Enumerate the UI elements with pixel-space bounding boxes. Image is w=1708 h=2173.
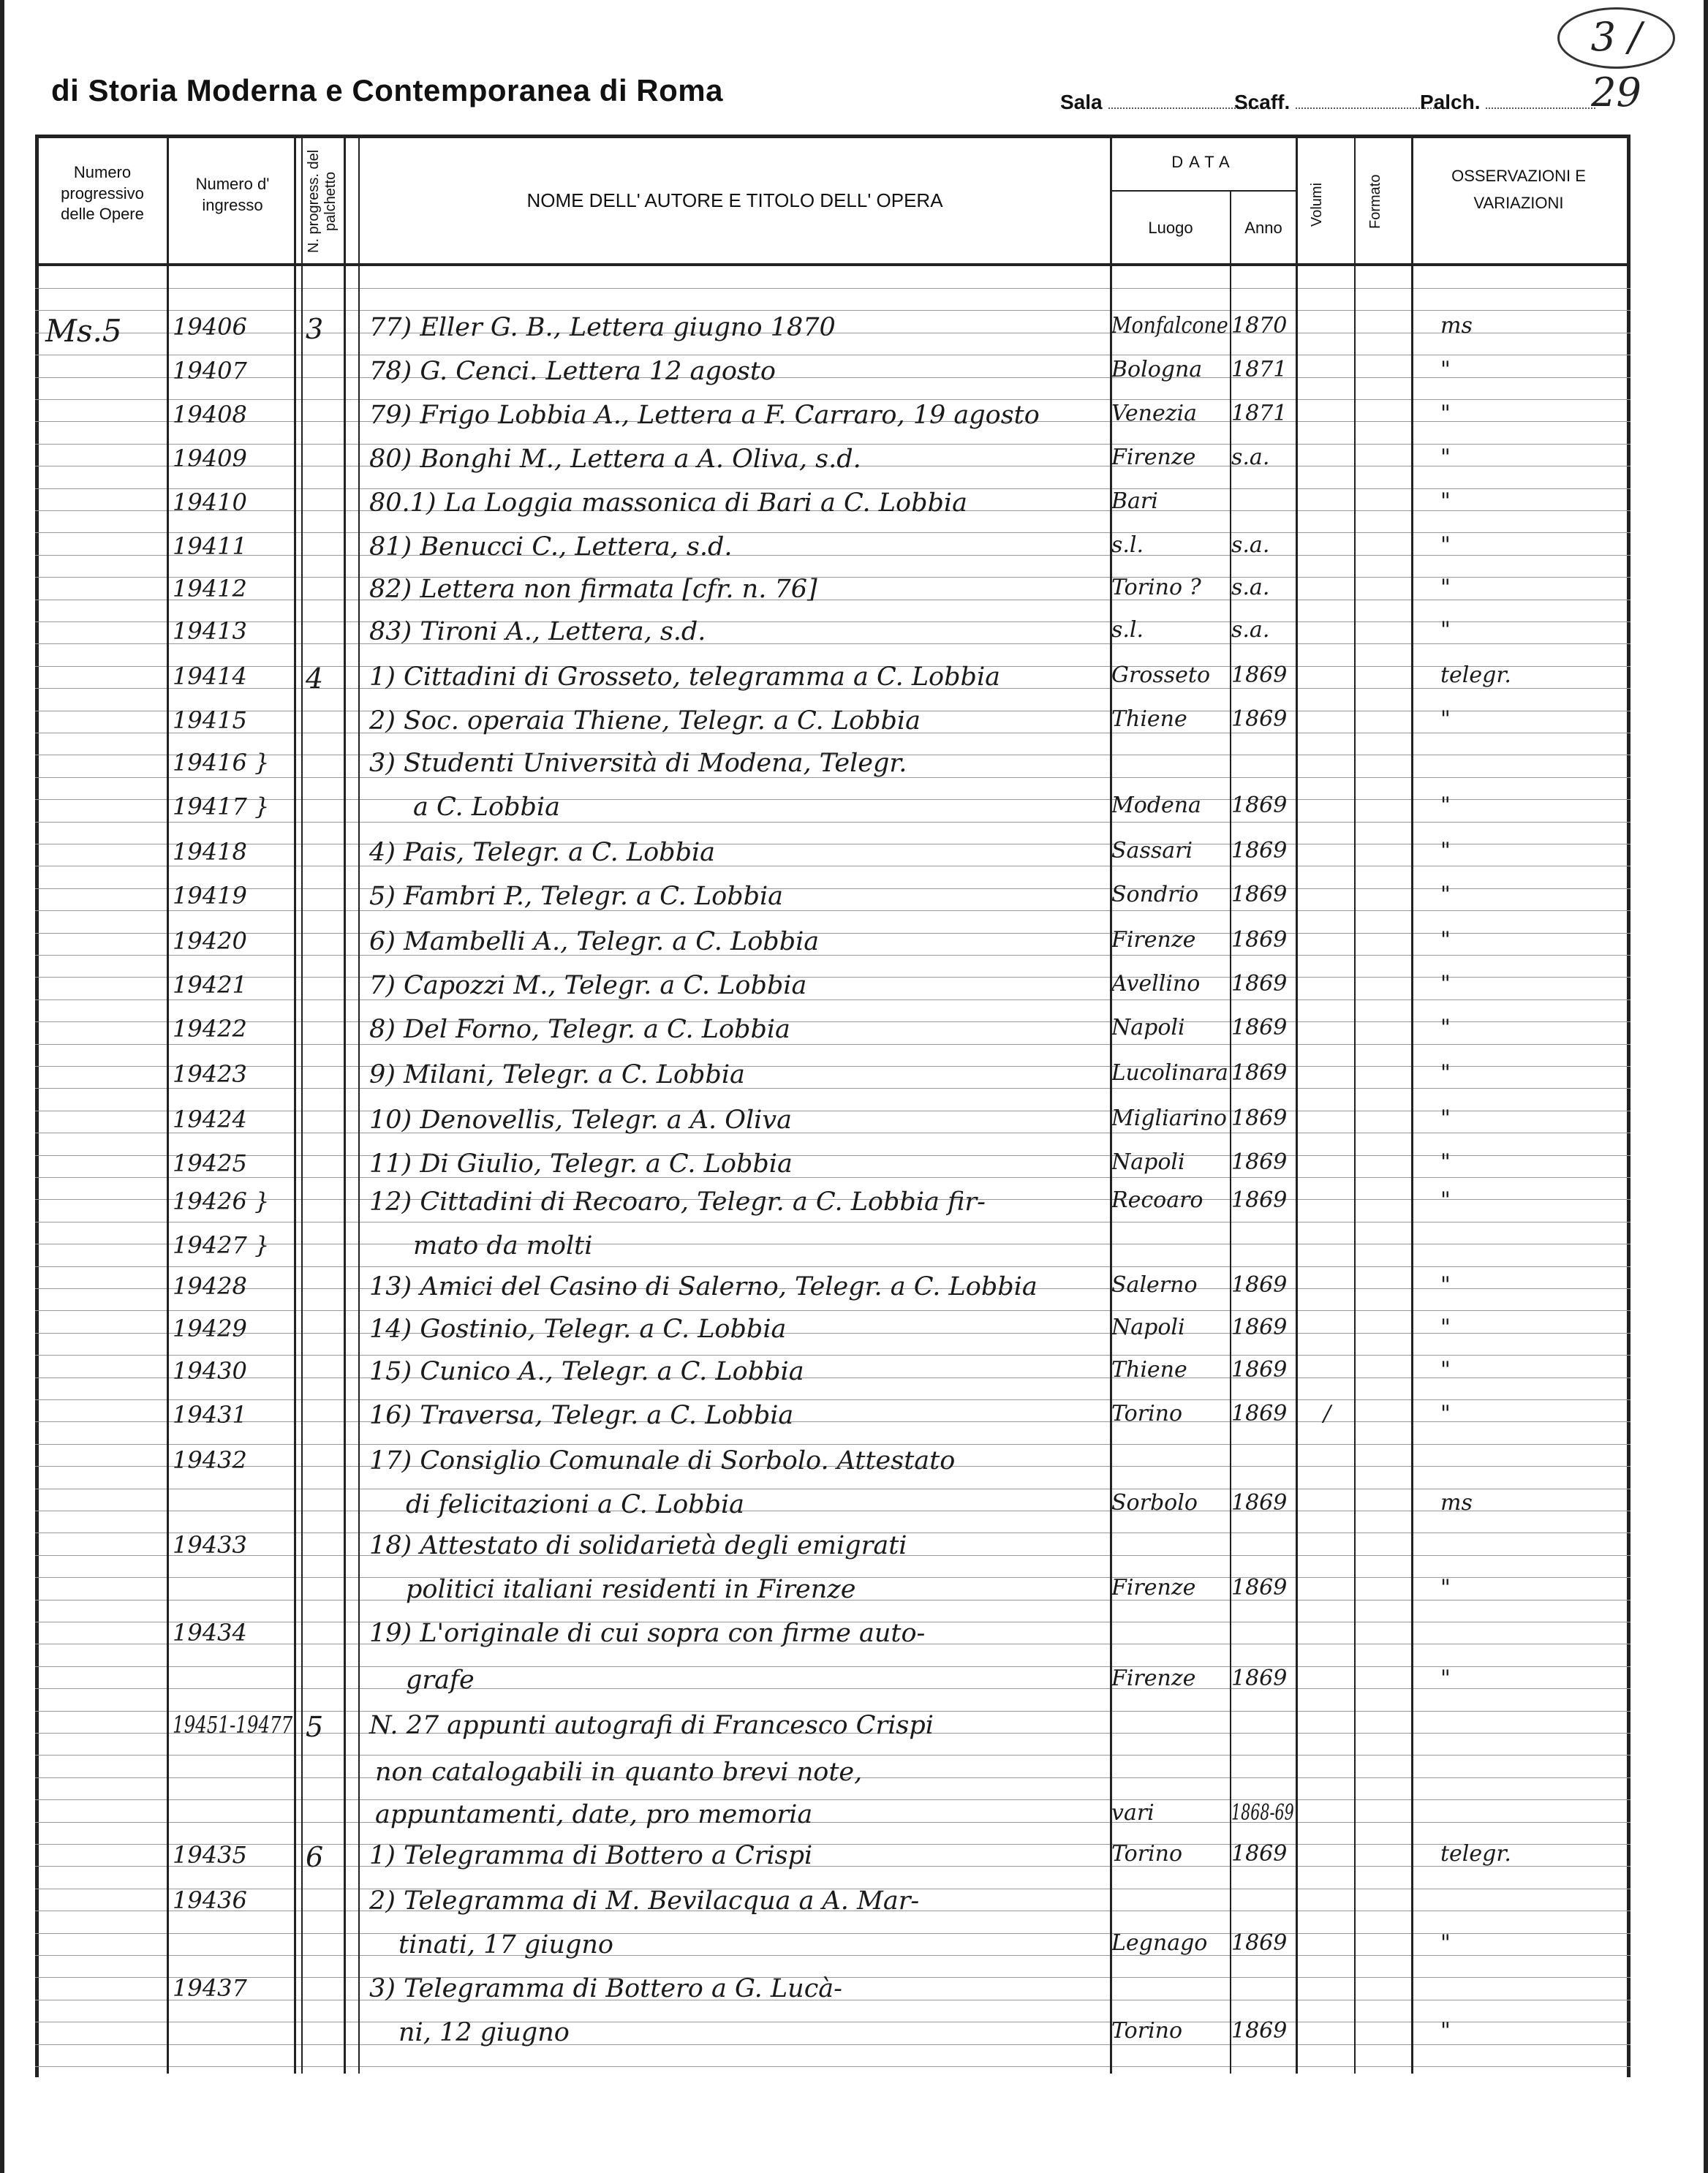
entry-oss: " bbox=[1440, 927, 1451, 953]
entry-opera: 1) Cittadini di Grosseto, telegramma a C. Lobbia bbox=[369, 662, 1001, 692]
entry-anno: s.a. bbox=[1231, 575, 1270, 600]
entry-opera: 9) Milani, Telegr. a C. Lobbia bbox=[369, 1060, 745, 1089]
scan-edge-right bbox=[1704, 0, 1708, 2173]
entry-luogo: Sassari bbox=[1111, 838, 1193, 863]
entry-ingresso: 19409 bbox=[173, 445, 247, 472]
entry-luogo: Torino ? bbox=[1111, 575, 1201, 600]
entry-opera: 80.1) La Loggia massonica di Bari a C. Lobbia bbox=[369, 488, 967, 518]
entry-opera: 78) G. Cenci. Lettera 12 agosto bbox=[369, 357, 776, 386]
entry-opera: 11) Di Giulio, Telegr. a C. Lobbia bbox=[369, 1149, 793, 1179]
entry-opera: 80) Bonghi M., Lettera a A. Oliva, s.d. bbox=[369, 445, 861, 474]
ruled-line bbox=[35, 977, 1630, 978]
entry-anno: 1870 bbox=[1231, 313, 1288, 339]
ruled-line bbox=[35, 1933, 1630, 1934]
ruled-line bbox=[35, 288, 1630, 289]
ruled-line bbox=[35, 1444, 1630, 1445]
entry-palch: 4 bbox=[306, 662, 324, 695]
entry-opera: 77) Eller G. B., Lettera giugno 1870 bbox=[369, 313, 836, 342]
ruled-line bbox=[35, 1355, 1630, 1356]
entry-oss: " bbox=[1440, 971, 1451, 997]
ruled-line bbox=[35, 399, 1630, 400]
entry-ingresso: 19412 bbox=[173, 575, 247, 602]
entry-ingresso: 19423 bbox=[173, 1060, 247, 1088]
entry-opera: 13) Amici del Casino di Salerno, Telegr. a C. Lobbia bbox=[369, 1272, 1038, 1301]
entry-anno: 1869 bbox=[1231, 1106, 1288, 1131]
ruled-line bbox=[35, 888, 1630, 889]
entry-luogo: Torino bbox=[1111, 1841, 1183, 1867]
ruled-line bbox=[35, 910, 1630, 911]
entry-luogo: Venezia bbox=[1111, 401, 1198, 426]
column-divider bbox=[1354, 135, 1356, 2074]
entry-opera: 12) Cittadini di Recoaro, Telegr. a C. Lobbia fir- bbox=[369, 1187, 986, 1217]
entry-ingresso: 19408 bbox=[173, 401, 247, 428]
entry-ingresso: 19415 bbox=[173, 706, 247, 734]
entry-anno: 1871 bbox=[1231, 357, 1288, 382]
entry-opera: grafe bbox=[406, 1666, 475, 1695]
entry-opera: 2) Telegramma di M. Bevilacqua a A. Mar- bbox=[369, 1886, 920, 1916]
entry-palch: 6 bbox=[306, 1841, 324, 1873]
ruled-line bbox=[35, 799, 1630, 800]
entry-anno: 1869 bbox=[1231, 1015, 1288, 1040]
ruled-line bbox=[35, 1066, 1630, 1067]
entry-ingresso: 19417 } bbox=[173, 793, 270, 820]
entry-luogo: s.l. bbox=[1111, 617, 1144, 643]
entry-opera: 14) Gostinio, Telegr. a C. Lobbia bbox=[369, 1315, 787, 1344]
entry-opera: ni, 12 giugno bbox=[398, 2018, 570, 2047]
entry-anno: 1869 bbox=[1231, 1666, 1288, 1691]
entry-luogo: Firenze bbox=[1111, 1575, 1196, 1601]
entry-luogo: Thiene bbox=[1111, 1357, 1187, 1383]
entry-ingresso: 19432 bbox=[173, 1446, 247, 1474]
entry-opera: 3) Telegramma di Bottero a G. Lucà- bbox=[369, 1974, 842, 2003]
ruled-line bbox=[35, 1421, 1630, 1422]
column-divider bbox=[358, 135, 360, 2074]
entry-oss: " bbox=[1440, 1315, 1451, 1340]
col-header-data: DATA bbox=[1171, 153, 1236, 171]
col-header-volumi: Volumi bbox=[1309, 182, 1325, 227]
entry-ingresso: 19413 bbox=[173, 617, 247, 645]
entry-volumi: / bbox=[1323, 1401, 1331, 1426]
entry-oss: " bbox=[1440, 1149, 1451, 1175]
ruled-line bbox=[35, 1799, 1630, 1800]
entry-oss: " bbox=[1440, 882, 1451, 907]
ruled-line bbox=[35, 1755, 1630, 1756]
entry-opera: a C. Lobbia bbox=[413, 793, 560, 822]
entry-luogo: Grosseto bbox=[1111, 662, 1211, 688]
shelf-sala bbox=[1060, 91, 1262, 114]
entry-luogo: Thiene bbox=[1111, 706, 1187, 732]
entry-opera: N. 27 appunti autografi di Francesco Crispi bbox=[369, 1711, 934, 1740]
entry-ingresso: 19428 bbox=[173, 1272, 247, 1300]
shelf-palchetto bbox=[1420, 91, 1595, 114]
ruled-line bbox=[35, 1333, 1630, 1334]
entry-opera: 3) Studenti Università di Modena, Telegr. bbox=[369, 749, 907, 778]
entry-oss: " bbox=[1440, 445, 1451, 470]
entry-ingresso: 19435 bbox=[173, 1841, 247, 1869]
entry-luogo: Modena bbox=[1111, 793, 1201, 818]
entry-opera: 1) Telegramma di Bottero a Crispi bbox=[369, 1841, 813, 1870]
entry-oss: telegr. bbox=[1440, 662, 1511, 688]
entry-palch: 5 bbox=[306, 1711, 324, 1743]
col-header-numero-ingresso: Numero d' ingresso bbox=[195, 175, 270, 214]
entry-anno: 1869 bbox=[1231, 1149, 1288, 1175]
entry-oss: " bbox=[1440, 1401, 1451, 1426]
entry-oss: " bbox=[1440, 1187, 1451, 1213]
entry-oss: " bbox=[1440, 1357, 1451, 1383]
entry-opera: 19) L'originale di cui sopra con firme auto- bbox=[369, 1619, 926, 1648]
entry-num: Ms.5 bbox=[45, 313, 122, 349]
ruled-line bbox=[35, 643, 1630, 644]
entry-oss: " bbox=[1440, 575, 1451, 600]
ruled-line bbox=[35, 822, 1630, 823]
entry-ingresso: 19426 } bbox=[173, 1187, 270, 1215]
entry-opera: 10) Denovellis, Telegr. a A. Oliva bbox=[369, 1106, 793, 1135]
entry-anno: 1869 bbox=[1231, 1575, 1288, 1601]
entry-opera: 83) Tironi A., Lettera, s.d. bbox=[369, 617, 706, 646]
ruled-line bbox=[35, 955, 1630, 956]
column-divider bbox=[167, 135, 169, 2074]
col-header-luogo: Luogo bbox=[1148, 219, 1193, 237]
entry-ingresso: 19422 bbox=[173, 1015, 247, 1043]
entry-opera: 8) Del Forno, Telegr. a C. Lobbia bbox=[369, 1015, 790, 1044]
entry-opera: mato da molti bbox=[413, 1231, 593, 1261]
entry-opera: 5) Fambri P., Telegr. a C. Lobbia bbox=[369, 882, 784, 911]
entry-anno: 1868-69 bbox=[1231, 1800, 1294, 1826]
entry-oss: " bbox=[1440, 793, 1451, 818]
entry-anno: 1869 bbox=[1231, 882, 1288, 907]
entry-ingresso: 19436 bbox=[173, 1886, 247, 1914]
entry-anno: 1869 bbox=[1231, 662, 1288, 688]
column-divider bbox=[1230, 190, 1231, 2074]
entry-opera: 16) Traversa, Telegr. a C. Lobbia bbox=[369, 1401, 794, 1430]
entry-anno: 1869 bbox=[1231, 927, 1288, 953]
entry-anno: 1869 bbox=[1231, 1490, 1288, 1516]
entry-anno: s.a. bbox=[1231, 532, 1270, 558]
entry-anno: 1869 bbox=[1231, 1357, 1288, 1383]
header-rule bbox=[35, 263, 1629, 266]
col-header-anno: Anno bbox=[1244, 219, 1282, 237]
ruled-line bbox=[35, 577, 1630, 578]
entry-oss: ms bbox=[1440, 313, 1473, 339]
entry-oss: " bbox=[1440, 838, 1451, 863]
entry-luogo: Firenze bbox=[1111, 1666, 1196, 1691]
entry-luogo: Monfalcone bbox=[1111, 313, 1228, 339]
column-divider bbox=[294, 135, 296, 2074]
entry-opera: 17) Consiglio Comunale di Sorbolo. Attestato bbox=[369, 1446, 956, 1475]
ruled-line bbox=[35, 1399, 1630, 1400]
entry-luogo: Napoli bbox=[1111, 1149, 1185, 1175]
entry-oss: " bbox=[1440, 1930, 1451, 1956]
entry-opera: 6) Mambelli A., Telegr. a C. Lobbia bbox=[369, 927, 820, 956]
scan-edge-left bbox=[0, 0, 4, 2173]
entry-opera: politici italiani residenti in Firenze bbox=[406, 1575, 856, 1604]
ruled-line bbox=[35, 1822, 1630, 1823]
ruled-line bbox=[35, 310, 1630, 311]
ruled-line bbox=[35, 1310, 1630, 1311]
column-divider bbox=[301, 135, 303, 2074]
folio-number: 3 / 29 bbox=[1557, 7, 1675, 69]
entry-anno: 1869 bbox=[1231, 1401, 1288, 1426]
entry-ingresso: 19424 bbox=[173, 1106, 247, 1133]
entry-ingresso: 19425 bbox=[173, 1149, 247, 1177]
entry-oss: " bbox=[1440, 617, 1451, 643]
shelf-palchetto-label: Palch. bbox=[1420, 91, 1481, 113]
entry-anno: 1869 bbox=[1231, 706, 1288, 732]
entry-anno: 1869 bbox=[1231, 1930, 1288, 1956]
ruled-line bbox=[35, 1688, 1630, 1689]
entry-luogo: Recoaro bbox=[1111, 1187, 1203, 1213]
entry-palch: 3 bbox=[306, 313, 324, 345]
entry-luogo: Sondrio bbox=[1111, 882, 1199, 907]
entry-ingresso: 19406 bbox=[173, 313, 247, 341]
ruled-line bbox=[35, 2066, 1630, 2067]
entry-opera: di felicitazioni a C. Lobbia bbox=[406, 1490, 745, 1519]
entry-ingresso: 19451-19477 bbox=[173, 1711, 293, 1739]
ruled-line bbox=[35, 933, 1630, 934]
entry-anno: 1869 bbox=[1231, 838, 1288, 863]
entry-ingresso: 19429 bbox=[173, 1315, 247, 1342]
ruled-line bbox=[35, 377, 1630, 378]
entry-anno: 1869 bbox=[1231, 971, 1288, 997]
ruled-line bbox=[35, 1666, 1630, 1667]
entry-luogo: Napoli bbox=[1111, 1015, 1185, 1040]
col-header-formato: Formato bbox=[1367, 174, 1383, 230]
entry-anno: s.a. bbox=[1231, 445, 1270, 470]
entry-oss: " bbox=[1440, 532, 1451, 558]
entry-luogo: Bologna bbox=[1111, 357, 1203, 382]
ruled-line bbox=[35, 1155, 1630, 1156]
entry-oss: " bbox=[1440, 2018, 1451, 2044]
entry-luogo: Torino bbox=[1111, 2018, 1183, 2044]
entry-anno: 1869 bbox=[1231, 2018, 1288, 2044]
ruled-line bbox=[35, 1044, 1630, 1045]
ruled-line bbox=[35, 1177, 1630, 1178]
entry-anno: 1869 bbox=[1231, 1060, 1288, 1086]
ruled-line bbox=[35, 532, 1630, 533]
entry-opera: 2) Soc. operaia Thiene, Telegr. a C. Lobbia bbox=[369, 706, 921, 736]
entry-opera: 4) Pais, Telegr. a C. Lobbia bbox=[369, 838, 716, 867]
col-header-autore-titolo: NOME DELL' AUTORE E TITOLO DELL' OPERA bbox=[526, 189, 943, 211]
entry-ingresso: 19437 bbox=[173, 1974, 247, 2002]
entry-luogo: vari bbox=[1111, 1800, 1155, 1826]
shelf-sala-label: Sala bbox=[1060, 91, 1103, 113]
entry-oss: " bbox=[1440, 1060, 1451, 1086]
entry-luogo: Avellino bbox=[1111, 971, 1201, 997]
column-divider bbox=[1296, 135, 1298, 2074]
entry-luogo: Torino bbox=[1111, 1401, 1183, 1426]
entry-oss: " bbox=[1440, 401, 1451, 426]
data-subheader-rule bbox=[1110, 190, 1296, 192]
entry-luogo: Firenze bbox=[1111, 927, 1196, 953]
shelf-scaffale bbox=[1234, 91, 1449, 114]
col-header-numero-progressivo: Numero progressivo delle Opere bbox=[61, 163, 144, 224]
entry-opera: 7) Capozzi M., Telegr. a C. Lobbia bbox=[369, 971, 807, 1000]
entry-oss: " bbox=[1440, 1666, 1451, 1691]
entry-anno: 1869 bbox=[1231, 1841, 1288, 1867]
entry-ingresso: 19434 bbox=[173, 1619, 247, 1647]
ruled-line bbox=[35, 1955, 1630, 1956]
entry-oss: " bbox=[1440, 1575, 1451, 1601]
entry-ingresso: 19410 bbox=[173, 488, 247, 516]
ruled-line bbox=[35, 999, 1630, 1000]
entry-oss: telegr. bbox=[1440, 1841, 1511, 1867]
entry-oss: ms bbox=[1440, 1490, 1473, 1516]
column-divider bbox=[1411, 135, 1413, 2074]
entry-ingresso: 19420 bbox=[173, 927, 247, 955]
entry-anno: s.a. bbox=[1231, 617, 1270, 643]
entry-oss: " bbox=[1440, 706, 1451, 732]
entry-luogo: s.l. bbox=[1111, 532, 1144, 558]
ruled-line bbox=[35, 1088, 1630, 1089]
entry-luogo: Migliarino bbox=[1111, 1106, 1227, 1131]
entry-ingresso: 19431 bbox=[173, 1401, 247, 1429]
entry-ingresso: 19421 bbox=[173, 971, 247, 999]
entry-anno: 1869 bbox=[1231, 1315, 1288, 1340]
entry-luogo: Salerno bbox=[1111, 1272, 1198, 1298]
column-divider bbox=[344, 135, 346, 2074]
entry-opera: 79) Frigo Lobbia A., Lettera a F. Carraro, 19 agosto bbox=[369, 401, 1040, 430]
entry-opera: 82) Lettera non firmata [cfr. n. 76] bbox=[369, 575, 817, 604]
institution-title: di Storia Moderna e Contemporanea di Roma bbox=[51, 73, 723, 107]
ruled-line bbox=[35, 2044, 1630, 2045]
entry-oss: " bbox=[1440, 1106, 1451, 1131]
entry-ingresso: 19411 bbox=[173, 532, 247, 560]
entry-luogo: Napoli bbox=[1111, 1315, 1185, 1340]
shelf-scaffale-label: Scaff. bbox=[1234, 91, 1291, 113]
entry-luogo: Lucolinara bbox=[1111, 1060, 1228, 1086]
entry-opera: non catalogabili in quanto brevi note, bbox=[375, 1758, 863, 1787]
entry-luogo: Legnago bbox=[1111, 1930, 1208, 1956]
entry-luogo: Bari bbox=[1111, 488, 1158, 514]
entry-opera: 18) Attestato di solidarietà degli emigrati bbox=[369, 1531, 907, 1560]
entry-anno: 1869 bbox=[1231, 1187, 1288, 1213]
ruled-line bbox=[35, 555, 1630, 556]
entry-ingresso: 19433 bbox=[173, 1531, 247, 1559]
ruled-line bbox=[35, 1021, 1630, 1022]
col-header-progressivo-palchetto: N. progress. del palchetto bbox=[306, 149, 339, 253]
ruled-line bbox=[35, 1866, 1630, 1867]
entry-opera: appuntamenti, date, pro memoria bbox=[375, 1800, 813, 1829]
entry-anno: 1871 bbox=[1231, 401, 1288, 426]
entry-ingresso: 19430 bbox=[173, 1357, 247, 1385]
ruled-line bbox=[35, 1844, 1630, 1845]
entry-ingresso: 19418 bbox=[173, 838, 247, 866]
entry-oss: " bbox=[1440, 1272, 1451, 1298]
shelf-palchetto-blank bbox=[1486, 105, 1595, 109]
entry-oss: " bbox=[1440, 357, 1451, 382]
entry-luogo: Sorbolo bbox=[1111, 1490, 1198, 1516]
entry-oss: " bbox=[1440, 488, 1451, 514]
entry-ingresso: 19419 bbox=[173, 882, 247, 910]
entry-opera: 15) Cunico A., Telegr. a C. Lobbia bbox=[369, 1357, 804, 1386]
ruled-line bbox=[35, 621, 1630, 622]
ruled-line bbox=[35, 1266, 1630, 1267]
ruled-lines bbox=[35, 266, 1630, 2074]
entry-ingresso: 19427 } bbox=[173, 1231, 270, 1259]
entry-oss: " bbox=[1440, 1015, 1451, 1040]
entry-ingresso: 19414 bbox=[173, 662, 247, 690]
entry-ingresso: 19416 } bbox=[173, 749, 270, 776]
entry-luogo: Firenze bbox=[1111, 445, 1196, 470]
col-header-osservazioni: OSSERVAZIONI E VARIAZIONI bbox=[1451, 167, 1586, 213]
entry-anno: 1869 bbox=[1231, 793, 1288, 818]
entry-opera: 81) Benucci C., Lettera, s.d. bbox=[369, 532, 733, 562]
entry-opera: tinati, 17 giugno bbox=[398, 1930, 613, 1960]
entry-anno: 1869 bbox=[1231, 1272, 1288, 1298]
entry-ingresso: 19407 bbox=[173, 357, 247, 385]
